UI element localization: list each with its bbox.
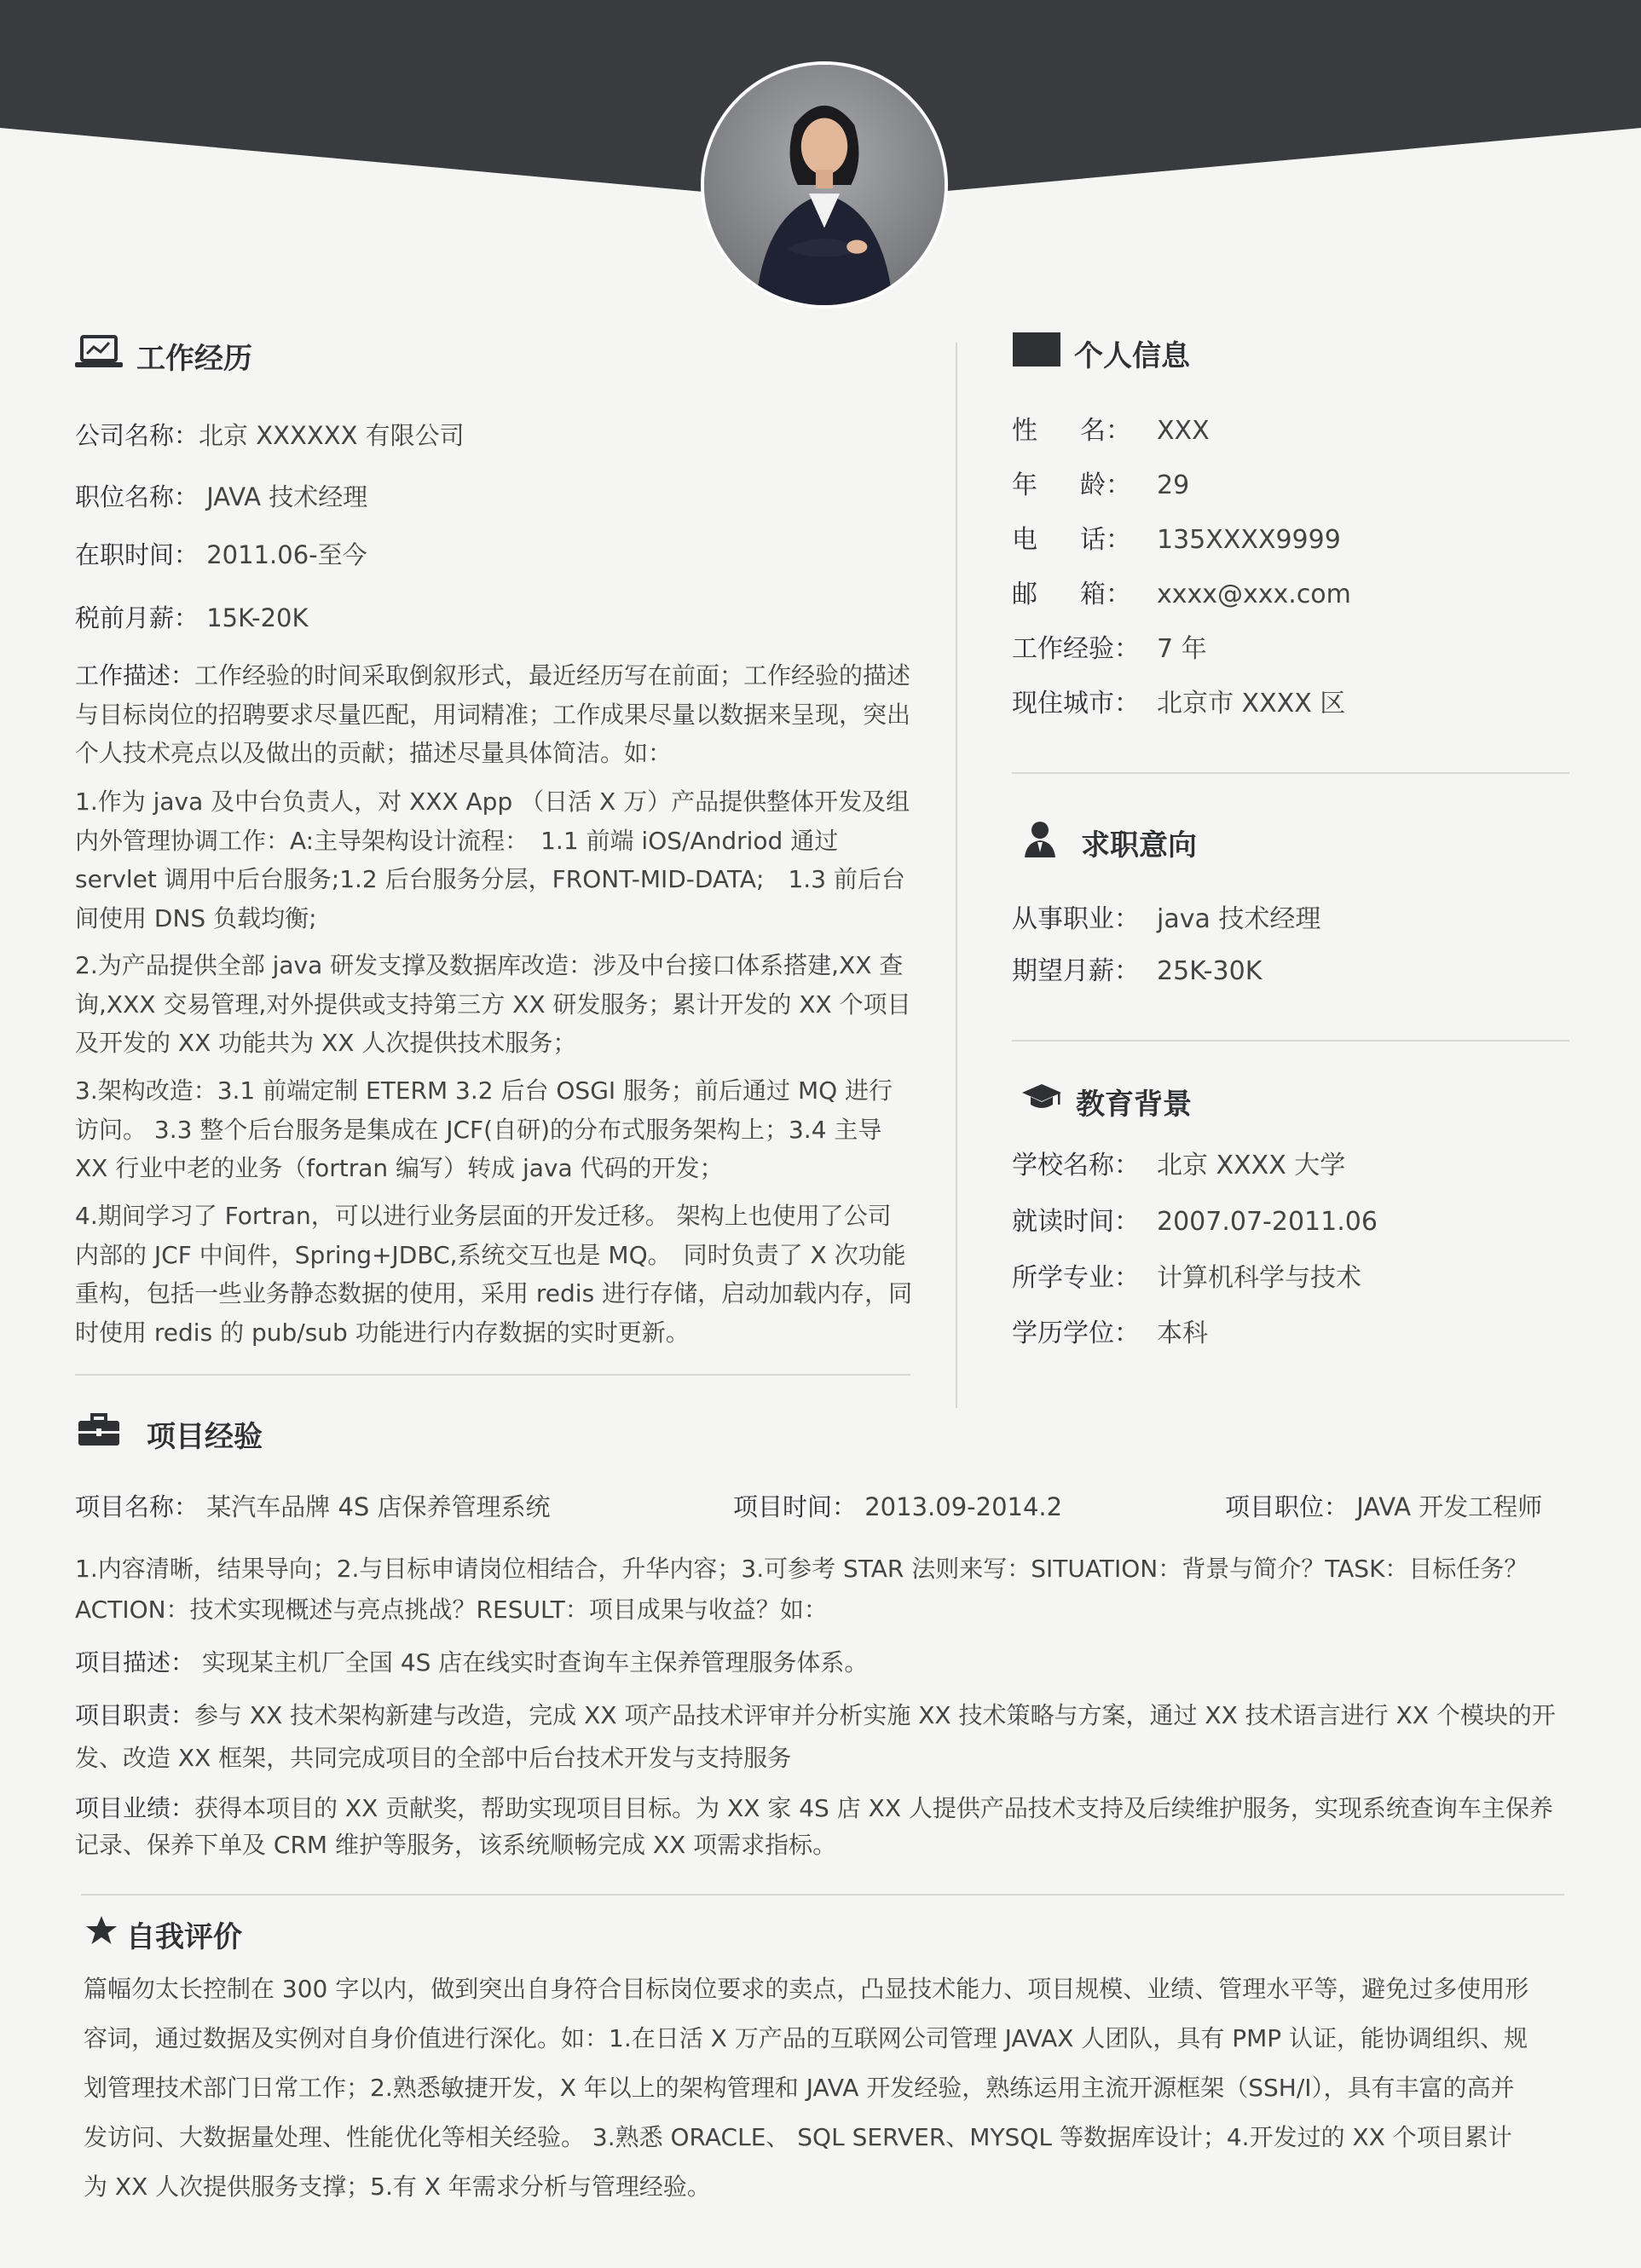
personal-phone-value: 135XXXX9999 (1157, 525, 1341, 555)
work-position-value: JAVA 技术经理 (206, 482, 368, 511)
project-desc (75, 1643, 1575, 1682)
portrait-photo (704, 65, 945, 305)
project-duty-label: 项目职责： (75, 1701, 195, 1729)
project-section-title (78, 1413, 263, 1455)
work-description (75, 656, 915, 773)
personal-experience-row (1012, 632, 1207, 667)
work-divider (75, 1374, 910, 1376)
self-text: 篇幅勿太长控制在 300 字以内，做到突出自身符合目标岗位要求的卖点，凸显技术能力、项目规模、业绩、管理水平等，避免过多使用形容词，通过数据及实例对自身价值进行深化。如：1.在日活 X 万产品的互联网公司管理 JAVAX 人团队，具有 PMP 认证，能协调组织、规划管理技术部门日常工作；2.熟悉敏捷开发，X 年以上的架构管理和 JAVA 开发经验，熟练运用主流开源框架（SSH/I），具有丰富的高并发访问、大数据量处理、性能优化等相关经验。 3.熟悉 ORACLE、 SQL SERVER、MYSQL 等数据库设计；4.开发过的 XX 个项目累计为 XX 人次提供服务支撑；5.有 X 年需求分析与管理经验。 (84, 1975, 1529, 2201)
work-company-value: 北京 XXXXXX 有限公司 (199, 421, 465, 450)
education-major-label: 所学专业： (1012, 1263, 1140, 1293)
work-title-text: 工作经历 (136, 342, 252, 376)
education-title-text: 教育背景 (1076, 1088, 1192, 1122)
education-period-label: 就读时间： (1012, 1207, 1140, 1237)
laptop-icon (75, 335, 123, 377)
education-school-label: 学校名称： (1012, 1151, 1140, 1180)
project-role-row (1225, 1490, 1542, 1524)
education-degree-value: 本科 (1157, 1319, 1208, 1348)
project-duty (75, 1694, 1575, 1780)
project-time-row (733, 1490, 1062, 1524)
personal-age-label-1: 年 (1012, 470, 1037, 500)
work-item-4: 4.期间学习了 Fortran，可以进行业务层面的开发迁移。 架构上也使用了公司内部的 JCF 中间件，Spring+JDBC,系统交互也是 MQ。 同时负责了 X 次功能重构，包括一些业务静态数据的使用，采用 redis 进行存储，启动加载内存，同时使用 redis 的 pub/sub 功能进行内存数据的实时更新。 (75, 1202, 913, 1347)
work-position-label: 职位名称： (75, 482, 199, 511)
project-result (75, 1790, 1575, 1863)
personal-city-row (1012, 687, 1345, 721)
project-intro: 1.内容清晰，结果导向；2.与目标申请岗位相结合，升华内容；3.可参考 STAR 法则来写：SITUATION：背景与简介？TASK：目标任务？ACTION：技术实现概述与亮点挑战？RESULT：项目成果与收益？如： (75, 1555, 1528, 1624)
star-icon (85, 1915, 118, 1953)
personal-email-label-2: 箱： (1080, 580, 1131, 609)
project-name-label: 项目名称： (75, 1492, 199, 1521)
intent-job-label: 从事职业： (1012, 904, 1140, 934)
work-salary-value: 15K-20K (206, 603, 309, 632)
intent-salary-row (1012, 955, 1262, 989)
work-desc-text: 工作经验的时间采取倒叙形式，最近经历写在前面；工作经验的描述与目标岗位的招聘要求尽量匹配，用词精准；工作成果尽量以数据来呈现，突出个人技术亮点以及做出的贡献；描述尽量具体简洁。如： (75, 661, 911, 767)
project-desc-label: 项目描述： (75, 1648, 195, 1676)
work-company-row (75, 418, 465, 453)
education-major-row (1012, 1261, 1361, 1296)
project-time-label: 项目时间： (733, 1492, 858, 1521)
education-section-title (1021, 1081, 1192, 1122)
personal-name-row (1012, 414, 1210, 448)
self-section-title (85, 1913, 242, 1955)
project-role-value: JAVA 开发工程师 (1356, 1492, 1543, 1521)
personal-divider (1012, 772, 1569, 774)
project-divider (81, 1894, 1564, 1896)
card-icon (1013, 332, 1060, 374)
intent-salary-value: 25K-30K (1157, 956, 1263, 986)
work-company-label: 公司名称： (75, 421, 199, 450)
education-period-row (1012, 1205, 1378, 1239)
project-result-label: 项目业绩： (75, 1794, 195, 1822)
education-degree-row (1012, 1317, 1208, 1351)
intent-salary-label: 期望月薪： (1012, 956, 1140, 986)
avatar (701, 61, 948, 309)
self-title-text: 自我评价 (126, 1920, 242, 1954)
project-role-label: 项目职位： (1225, 1492, 1349, 1521)
person-icon (1023, 820, 1057, 865)
column-divider (956, 343, 957, 1408)
work-period-value: 2011.06-至今 (206, 540, 367, 569)
project-time-value: 2013.09-2014.2 (864, 1492, 1063, 1521)
personal-phone-label-2: 话： (1080, 525, 1131, 555)
project-duty-text: 参与 XX 技术架构新建与改造，完成 XX 项产品技术评审并分析实施 XX 技术策略与方案，通过 XX 技术语言进行 XX 个模块的开发、改造 XX 框架，共同完成项目的全部中后台技术开发与支持服务 (75, 1701, 1556, 1772)
personal-section-title (1013, 332, 1190, 374)
briefcase-icon (78, 1413, 119, 1455)
personal-experience-label: 工作经验： (1012, 634, 1140, 664)
personal-email-row (1012, 578, 1351, 612)
personal-age-value: 29 (1157, 470, 1190, 500)
personal-email-value: xxxx@xxx.com (1157, 580, 1351, 609)
personal-city-label: 现住城市： (1012, 689, 1140, 718)
personal-title-text: 个人信息 (1074, 339, 1190, 373)
personal-experience-value: 7 年 (1157, 634, 1207, 664)
project-result-text: 获得本项目的 XX 贡献奖，帮助实现项目目标。为 XX 家 4S 店 XX 人提供产品技术支持及后续维护服务，实现系统查询车主保养记录、保养下单及 CRM 维护等服务，该系统顺畅完成 XX 项需求指标。 (75, 1794, 1553, 1859)
education-period-value: 2007.07-2011.06 (1157, 1207, 1378, 1237)
work-desc-label: 工作描述： (75, 661, 195, 690)
work-item-3: 3.架构改造：3.1 前端定制 ETERM 3.2 后台 OSGI 服务；前后通过 MQ 进行访问。 3.3 整个后台服务是集成在 JCF(自研)的分布式服务架构上；3.4 主导 XX 行业中老的业务（fortran 编写）转成 java 代码的开发； (75, 1076, 893, 1182)
project-name-row (75, 1490, 551, 1524)
intent-section-title (1023, 820, 1197, 865)
intent-title-text: 求职意向 (1081, 828, 1197, 863)
personal-phone-row (1012, 523, 1341, 557)
personal-email-label-1: 邮 (1012, 580, 1037, 609)
work-section-title (75, 335, 252, 377)
personal-phone-label-1: 电 (1012, 525, 1037, 555)
work-item-2: 2.为产品提供全部 java 研发支撑及数据库改造：涉及中台接口体系搭建,XX 查询,XXX 交易管理,对外提供或支持第三方 XX 研发服务；累计开发的 XX 个项目及开发的 XX 功能共为 XX 人次提供技术服务； (75, 951, 911, 1057)
work-period-label: 在职时间： (75, 540, 199, 569)
graduation-cap-icon (1021, 1082, 1062, 1121)
intent-job-value: java 技术经理 (1157, 904, 1321, 934)
work-position-row (75, 480, 367, 514)
work-period-row (75, 538, 367, 572)
personal-name-label-1: 性 (1012, 416, 1037, 446)
intent-divider (1012, 1040, 1569, 1042)
personal-name-label-2: 名： (1080, 416, 1131, 446)
intent-job-row (1012, 903, 1320, 937)
education-major-value: 计算机科学与技术 (1157, 1263, 1361, 1293)
personal-city-value: 北京市 XXXX 区 (1157, 689, 1346, 718)
work-salary-label: 税前月薪： (75, 603, 199, 632)
education-school-row (1012, 1149, 1345, 1183)
project-desc-text: 实现某主机厂全国 4S 店在线实时查询车主保养管理服务体系。 (201, 1648, 869, 1676)
education-school-value: 北京 XXXX 大学 (1157, 1151, 1346, 1180)
project-name-value: 某汽车品牌 4S 店保养管理系统 (206, 1492, 551, 1521)
work-item-1: 1.作为 java 及中台负责人，对 XXX App （日活 X 万）产品提供整体开发及组内外管理协调工作：A:主导架构设计流程： 1.1 前端 iOS/Andriod 通过 servlet 调用中后台服务;1.2 后台服务分层，FRONT-MID-DATA; 1.3 前后台间使用 DNS 负载均衡; (75, 788, 910, 932)
personal-age-label-2: 龄： (1080, 470, 1131, 500)
work-salary-row (75, 601, 309, 635)
education-degree-label: 学历学位： (1012, 1319, 1140, 1348)
personal-name-value: XXX (1157, 416, 1210, 446)
personal-age-row (1012, 469, 1189, 503)
project-title-text: 项目经验 (147, 1420, 263, 1454)
